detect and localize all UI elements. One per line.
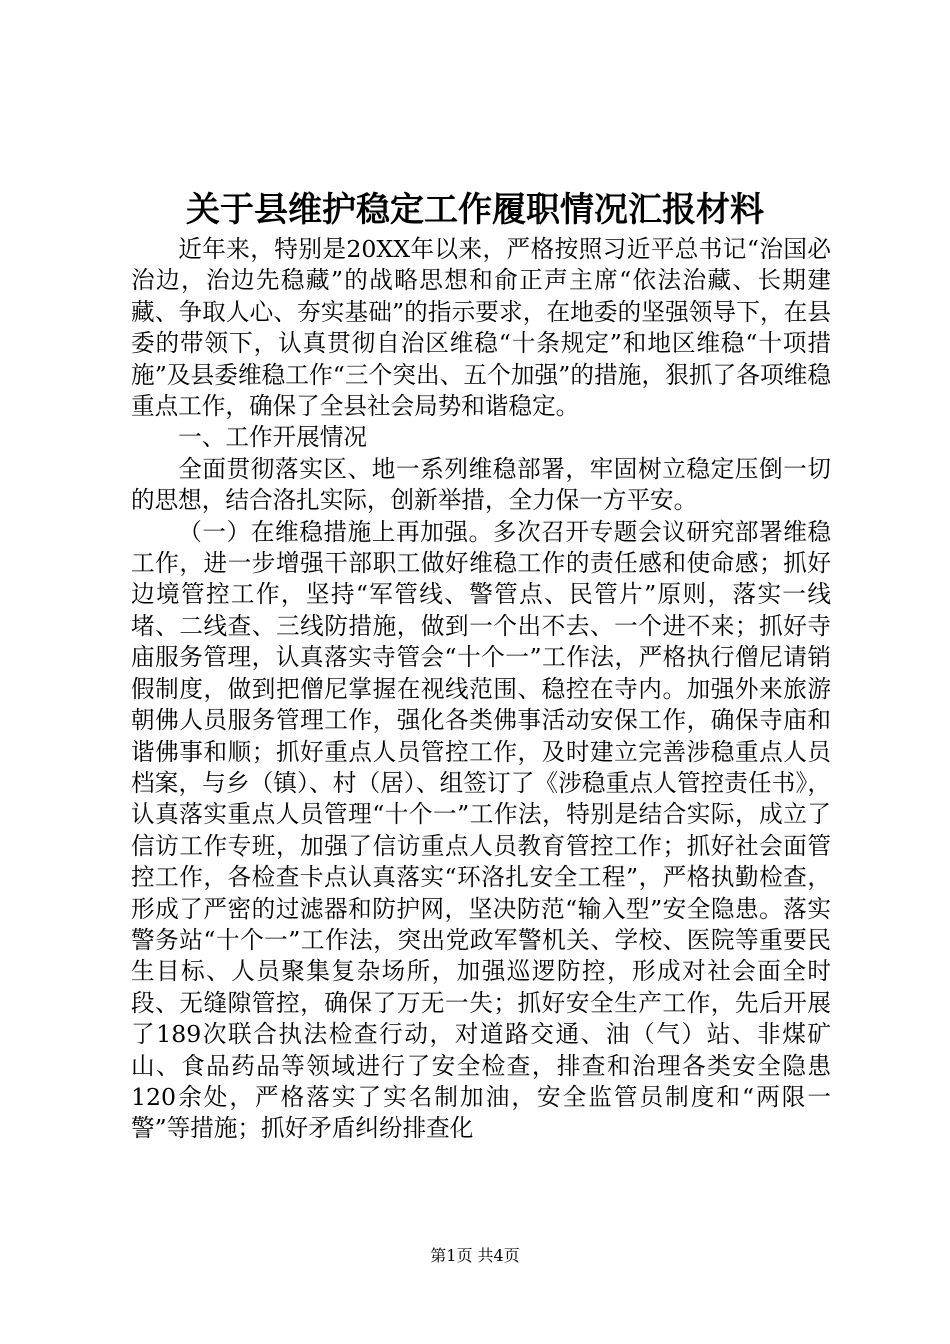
document-title: 关于县维护稳定工作履职情况汇报材料 <box>186 190 764 230</box>
page-footer: 第1页 共4页 <box>430 1246 520 1265</box>
paragraph-intro: 近年来，特别是20XX年以来，严格按照习近平总书记“治国必治边，治边先稳藏”的战略思想和俞正声主席“依法治藏、长期建藏、争取人心、夯实基础”的指示要求，在地委的坚强领导下，在县委的带领下，认真贯彻自治区维稳“十条规定”和地区维稳“十项措施”及县委维稳工作“三个突出、五个加强”的措施，狠抓了各项维稳重点工作，确保了全县社会局势和谐稳定。 <box>131 235 831 421</box>
section-heading: 一、工作开展情况 <box>178 423 367 452</box>
document-body <box>131 234 831 1145</box>
paragraph-measures: （一）在维稳措施上再加强。多次召开专题会议研究部署维稳工作，进一步增强干部职工做好维稳工作的责任感和使命感；抓好边境管控工作，坚持“军管线、警管点、民管片”原则，落实一线堵、二线查、三线防措施，做到一个出不去、一个进不来；抓好寺庙服务管理，认真落实寺管会“十个一”工作法，严格执行僧尼请销假制度，做到把僧尼掌握在视线范围、稳控在寺内。加强外来旅游朝佛人员服务管理工作，强化各类佛事活动安保工作，确保寺庙和谐佛事和顺；抓好重点人员管控工作，及时建立完善涉稳重点人员档案，与乡（镇）、村（居）、组签订了《涉稳重点人管控责任书》，认真落实重点人员管理“十个一”工作法，特别是结合实际，成立了信访工作专班，加强了信访重点人员教育管控工作；抓好社会面管控工作，各检查卡点认真落实“环洛扎安全工程”，严格执勤检查，形成了严密的过滤器和防护网，坚决防范“输入型”安全隐患。落实警务站“十个一”工作法，突出党政军警机关、学校、医院等重要民生目标、人员聚集复杂场所，加强巡逻防控，形成对社会面全时段、无缝隙管控，确保了万无一失；抓好安全生产工作，先后开展了189次联合执法检查行动，对道路交通、油（气）站、非煤矿山、食品药品等领域进行了安全检查，排查和治理各类安全隐患120余处，严格落实了实名制加油，安全监管员制度和“两限一警”等措施；抓好矛盾纠纷排查化 <box>131 517 831 1143</box>
paragraph-overview: 全面贯彻落实区、地一系列维稳部署，牢固树立稳定压倒一切的思想，结合洛扎实际，创新举措，全力保一方平安。 <box>131 454 831 515</box>
